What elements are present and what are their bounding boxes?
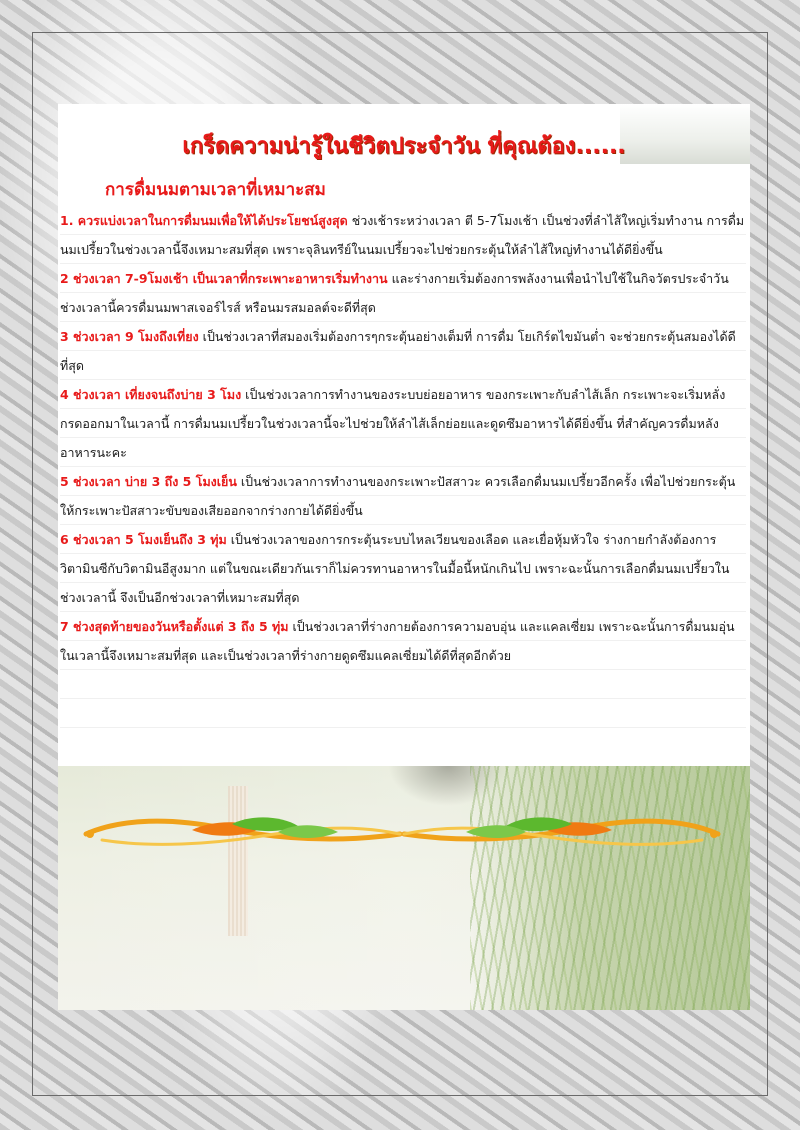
list-item <box>60 206 746 264</box>
list-item <box>60 467 746 525</box>
item-text: เป็นช่วงเวลาที่สมองเริ่มต้องการๆกระตุ้นอย่างเต็มที่ การดื่ม โยเกิร์ตไขมันต่ำ จะช่วยกระตุ้นสมองได้ดีที่สุด <box>60 329 736 373</box>
item-heading: 5 ช่วงเวลา บ่าย 3 ถึง 5 โมงเย็น <box>60 474 237 489</box>
item-heading: 7 ช่วงสุดท้ายของวันหรือตั้งแต่ 3 ถึง 5 ทุ่ม <box>60 619 289 634</box>
rice-grass <box>470 766 750 1010</box>
content-panel <box>58 104 750 1010</box>
item-text: เป็นช่วงเวลาที่ร่างกายต้องการความอบอุ่น และแคลเซี่ยม เพราะฉะนั้นการดื่มนมอุ่นในเวลานี้จึงเหมาะสมที่สุด และเป็นช่วงเวลาที่ร่างกายดูดซึมแคลเซี่ยมได้ดีที่สุดอีกด้วย <box>60 619 735 663</box>
item-heading: 4 ช่วงเวลา เที่ยงจนถึงบ่าย 3 โมง <box>60 387 242 402</box>
list-item <box>60 264 746 322</box>
article-body <box>60 206 746 728</box>
list-item <box>60 612 746 670</box>
incense-sticks <box>228 786 248 936</box>
item-text: และร่างกายเริ่มต้องการพลังงานเพื่อนำไปใช้ในกิจวัตรประจำวัน ช่วงเวลานี้ควรดื่มนมพาสเจอร์ไรส์ หรือนมรสมอลต์จะดีที่สุด <box>60 271 729 315</box>
item-heading: 6 ช่วงเวลา 5 โมงเย็นถึง 3 ทุ่ม <box>60 532 227 547</box>
item-text: เป็นช่วงเวลาการทำงานของระบบย่อยอาหาร ของกระเพาะกับลำไส้เล็ก กระเพาะจะเริ่มหลั่งกรดออกมาในเวลานี้ การดื่มนมเปรี้ยวในช่วงเวลานี้จะไปช่วยให้ลำไส้เล็กย่อยและดูดซึมอาหารได้ดียิ่งขึ้น ที่สำคัญควรดื่มหลังอาหารนะคะ <box>60 387 726 460</box>
background-photo <box>58 766 750 1010</box>
ornament-divider <box>82 814 722 854</box>
section-subtitle: การดื่มนมตามเวลาที่เหมาะสม <box>105 180 326 200</box>
item-text: ช่วงเช้าระหว่างเวลา ตี 5-7โมงเช้า เป็นช่วงที่ลำไส้ใหญ่เริ่มทำงาน การดื่มนมเปรี้ยวในช่วงเวลานี้จึงเหมาะสมที่สุด เพราะจุลินทรีย์ในนมเปรี้ยวจะไปช่วยกระตุ้นให้ลำไส้ใหญ่ทำงานได้ดียิ่งขึ้น <box>60 213 745 257</box>
ornament-left <box>86 817 400 844</box>
item-heading: 2 ช่วงเวลา 7-9โมงเช้า เป็นเวลาที่กระเพาะอาหารเริ่มทำงาน <box>60 271 388 286</box>
list-item <box>60 525 746 612</box>
list-item <box>60 380 746 467</box>
ornament-right <box>404 817 718 844</box>
item-heading: 1. ควรแบ่งเวลาในการดื่มนมเพื่อให้ได้ประโยชน์สูงสุด <box>60 213 348 228</box>
ruled-lines <box>60 670 746 728</box>
list-item <box>60 322 746 380</box>
page-title: เกร็ดความน่ารู้ในชีวิตประจำวัน ที่คุณต้อง...... <box>182 134 626 159</box>
item-text: เป็นช่วงเวลาการทำงานของกระเพาะปัสสาวะ ควรเลือกดื่มนมเปรี้ยวอีกครั้ง เพื่อไปช่วยกระตุ้นให้กระเพาะปัสสาวะขับของเสียออกจากร่างกายได้ดียิ่งขึ้น <box>60 474 736 518</box>
item-heading: 3 ช่วงเวลา 9 โมงถึงเที่ยง <box>60 329 199 344</box>
item-text: เป็นช่วงเวลาของการกระตุ้นระบบไหลเวียนของเลือด และเยื่อหุ้มหัวใจ ร่างกายกำลังต้องการ วิตามินซีกับวิตามินอีสูงมาก แต่ในขณะเดียวกันเราก็ไม่ควรทานอาหารในมื้อนี้หนักเกินไป เพราะฉะนั้นการเลือกดื่มนมเปรี้ยวในช่วงเวลานี้ จึงเป็นอีกช่วงเวลาที่เหมาะสมที่สุด <box>60 532 730 605</box>
